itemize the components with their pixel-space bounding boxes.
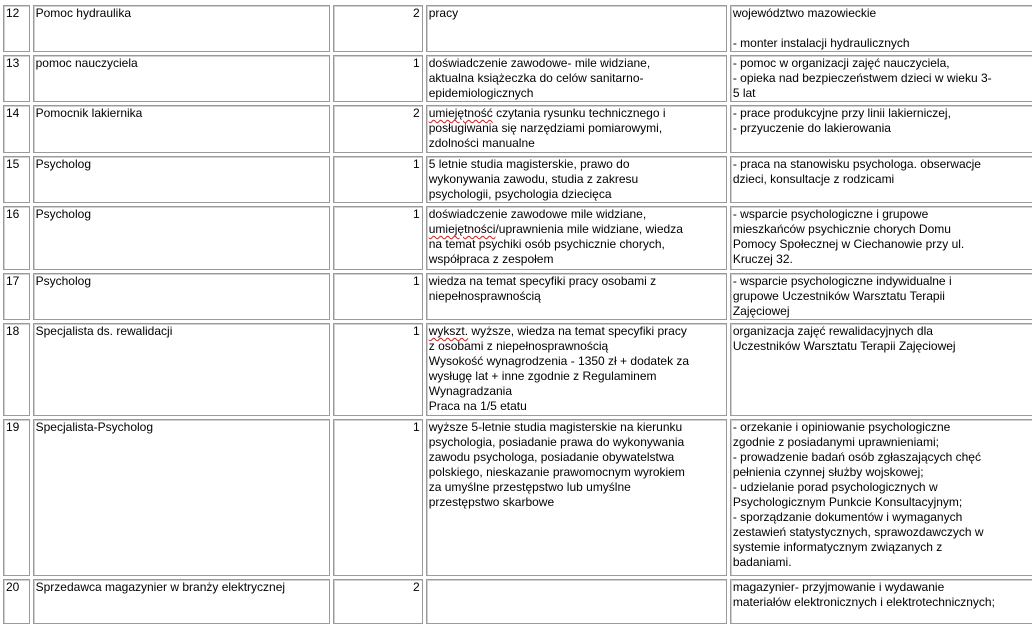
requirements-line: psychologii, psychologia dziecięca [428,187,612,201]
requirements-line: 5 letnie studia magisterskie, prawo do [428,157,630,171]
job-title-cell[interactable]: Specjalista ds. rewalidacji [33,323,330,416]
requirements-line: zawodu psychologa, posiadanie obywatelstwa [428,450,675,464]
requirements-line: wykonywania zawodu, studia z zakresu [428,172,639,186]
requirements-line: z osobami z niepełnosprawnością [428,339,609,353]
duties-cell[interactable] [730,55,1032,102]
requirements-cell[interactable] [426,323,727,416]
requirements-line: umiejętności/uprawnienia mile widziane, wiedza [428,222,683,236]
requirements-line: wyższe 5-letnie studia magisterskie na kierunku [428,420,683,434]
requirements-cell[interactable] [426,206,727,270]
requirements-line: polskiego, nieskazanie prawomocnym wyrokiem [428,465,685,479]
requirements-line: przestępstwo skarbowe [428,495,555,509]
duties-line [733,21,1030,36]
table-row [3,323,1032,416]
duties-line: 5 lat [732,86,756,100]
duties-line: - prowadzenie badań osób zgłaszających chęć [732,450,981,464]
duties-line: - udzielanie porad psychologicznych w [732,480,938,494]
duties-line: - monter instalacji hydraulicznych [732,36,910,50]
requirements-line: Wynagradzania [428,384,513,398]
requirements-cell[interactable] [426,105,727,153]
duties-line: Psychologicznym Punkcie Konsultacyjnym; [732,495,963,509]
duties-line: organizacja zajęć rewalidacyjnych dla [732,324,933,338]
duties-line: pełnienia czynnej służby wojskowej; [732,465,924,479]
duties-line: - prace produkcyjne przy linii lakierniczej, [732,106,951,120]
row-number-cell[interactable]: 12 [3,5,30,52]
duties-line: - sporządzanie dokumentów i wymaganych [732,510,963,524]
requirements-line: Praca na 1/5 etatu [428,399,527,413]
table-row [3,419,1032,576]
duties-line: magazynier- przyjmowanie i wydawanie [732,580,945,594]
job-count-cell[interactable]: 1 [333,55,423,102]
duties-line: materiałów elektronicznych i elektrotechnicznych; [732,595,995,609]
requirements-line: niepełnosprawnością [428,289,541,303]
duties-line: mieszkańców psychicznie chorych Domu [732,222,951,236]
requirements-line: na temat psychiki osób psychicznie chorych, [428,237,665,251]
requirements-line: zdolności manualne [428,136,535,150]
duties-line: województwo mazowieckie [732,6,877,20]
duties-line: badaniami. [732,555,792,569]
duties-cell[interactable] [730,323,1032,416]
requirements-line: psychologia, posiadanie prawa do wykonywania [428,435,685,449]
requirements-cell[interactable] [426,5,727,52]
table-row [3,579,1032,624]
row-number-cell[interactable]: 17 [3,273,30,320]
duties-line: Pomocy Społecznej w Ciechanowie przy ul. [732,237,965,251]
duties-line: - wsparcie psychologiczne i grupowe [732,207,929,221]
requirements-cell[interactable] [426,273,727,320]
requirements-line: wysługę lat + inne zgodnie z Regulaminem [428,369,657,383]
table-row [3,55,1032,102]
duties-line: systemie informatycznym związanych z [732,540,943,554]
duties-line: dzieci, konsultacje z rodzicami [732,172,895,186]
job-title-cell[interactable]: Psycholog [33,206,330,270]
requirements-cell[interactable] [426,156,727,203]
requirements-cell[interactable] [426,55,727,102]
job-count-cell[interactable]: 1 [333,206,423,270]
duties-line: Zajęciowej [732,304,790,318]
requirements-line: Wysokość wynagrodzenia - 1350 zł + dodatek za [428,354,690,368]
job-count-cell[interactable]: 2 [333,579,423,624]
duties-cell[interactable] [730,156,1032,203]
requirements-cell[interactable] [426,579,727,624]
duties-cell[interactable] [730,419,1032,576]
job-count-cell[interactable]: 2 [333,105,423,153]
job-count-cell[interactable]: 1 [333,273,423,320]
requirements-line: wykszt. wyższe, wiedza na temat specyfiki pracy [428,324,687,338]
row-number-cell[interactable]: 15 [3,156,30,203]
requirements-line: współpraca z zespołem [428,252,554,266]
job-title-cell[interactable]: Psycholog [33,273,330,320]
requirements-line: epidemiologicznych [428,86,534,100]
duties-cell[interactable] [730,579,1032,624]
requirements-line: aktualna książeczka do celów sanitarno- [428,71,644,85]
job-title-cell[interactable]: Sprzedawca magazynier w branży elektrycznej [33,579,330,624]
row-number-cell[interactable]: 16 [3,206,30,270]
job-title-cell[interactable]: Specjalista-Psycholog [33,419,330,576]
requirements-line: doświadczenie zawodowe mile widziane, [428,207,647,221]
duties-line: - przyuczenie do lakierowania [732,121,891,135]
requirements-line: za umyślne przestępstwo lub umyślne [428,480,631,494]
duties-line: zestawień statystycznych, sprawozdawczych w [732,525,984,539]
row-number-cell[interactable]: 19 [3,419,30,576]
duties-cell[interactable] [730,105,1032,153]
requirements-line: doświadczenie zawodowe- mile widziane, [428,56,651,70]
job-title-cell[interactable]: Pomocnik lakiernika [33,105,330,153]
row-number-cell[interactable]: 14 [3,105,30,153]
duties-line: - pomoc w organizacji zajęć nauczyciela, [732,56,950,70]
duties-line: grupowe Uczestników Warsztatu Terapii [732,289,945,303]
job-count-cell[interactable]: 1 [333,323,423,416]
duties-line: Kruczej 32. [732,252,793,266]
duties-line: - praca na stanowisku psychologa. obserwacje [732,157,981,171]
row-number-cell[interactable]: 20 [3,579,30,624]
requirements-cell[interactable] [426,419,727,576]
duties-line: - orzekanie i opiniowanie psychologiczne [732,420,951,434]
requirements-line: posługiwania się narzędziami pomiarowymi, [428,121,663,135]
table-row [3,273,1032,320]
duties-line: Uczestników Warsztatu Terapii Zajęciowej [732,339,956,353]
job-title-cell[interactable]: Psycholog [33,156,330,203]
duties-cell[interactable] [730,273,1032,320]
duties-cell[interactable] [730,5,1032,52]
requirements-line: wiedza na temat specyfiki pracy osobami z [428,274,657,288]
job-count-cell[interactable]: 2 [333,5,423,52]
job-offers-table [0,2,1032,627]
row-number-cell[interactable]: 18 [3,323,30,416]
duties-line: - opieka nad bezpieczeństwem dzieci w wieku 3- [732,71,992,85]
table-row [3,105,1032,153]
table-row [3,156,1032,203]
duties-line: zgodnie z posiadanymi uprawnieniami; [732,435,939,449]
duties-cell[interactable] [730,206,1032,270]
requirements-line: pracy [428,6,459,20]
job-title-cell[interactable]: pomoc nauczyciela [33,55,330,102]
job-count-cell[interactable]: 1 [333,419,423,576]
table-row [3,206,1032,270]
row-number-cell[interactable]: 13 [3,55,30,102]
table-row [3,5,1032,52]
job-title-cell[interactable]: Pomoc hydraulika [33,5,330,52]
requirements-line: umiejętność czytania rysunku technicznego i [428,106,666,120]
duties-line: - wsparcie psychologiczne indywidualne i [732,274,952,288]
job-count-cell[interactable]: 1 [333,156,423,203]
